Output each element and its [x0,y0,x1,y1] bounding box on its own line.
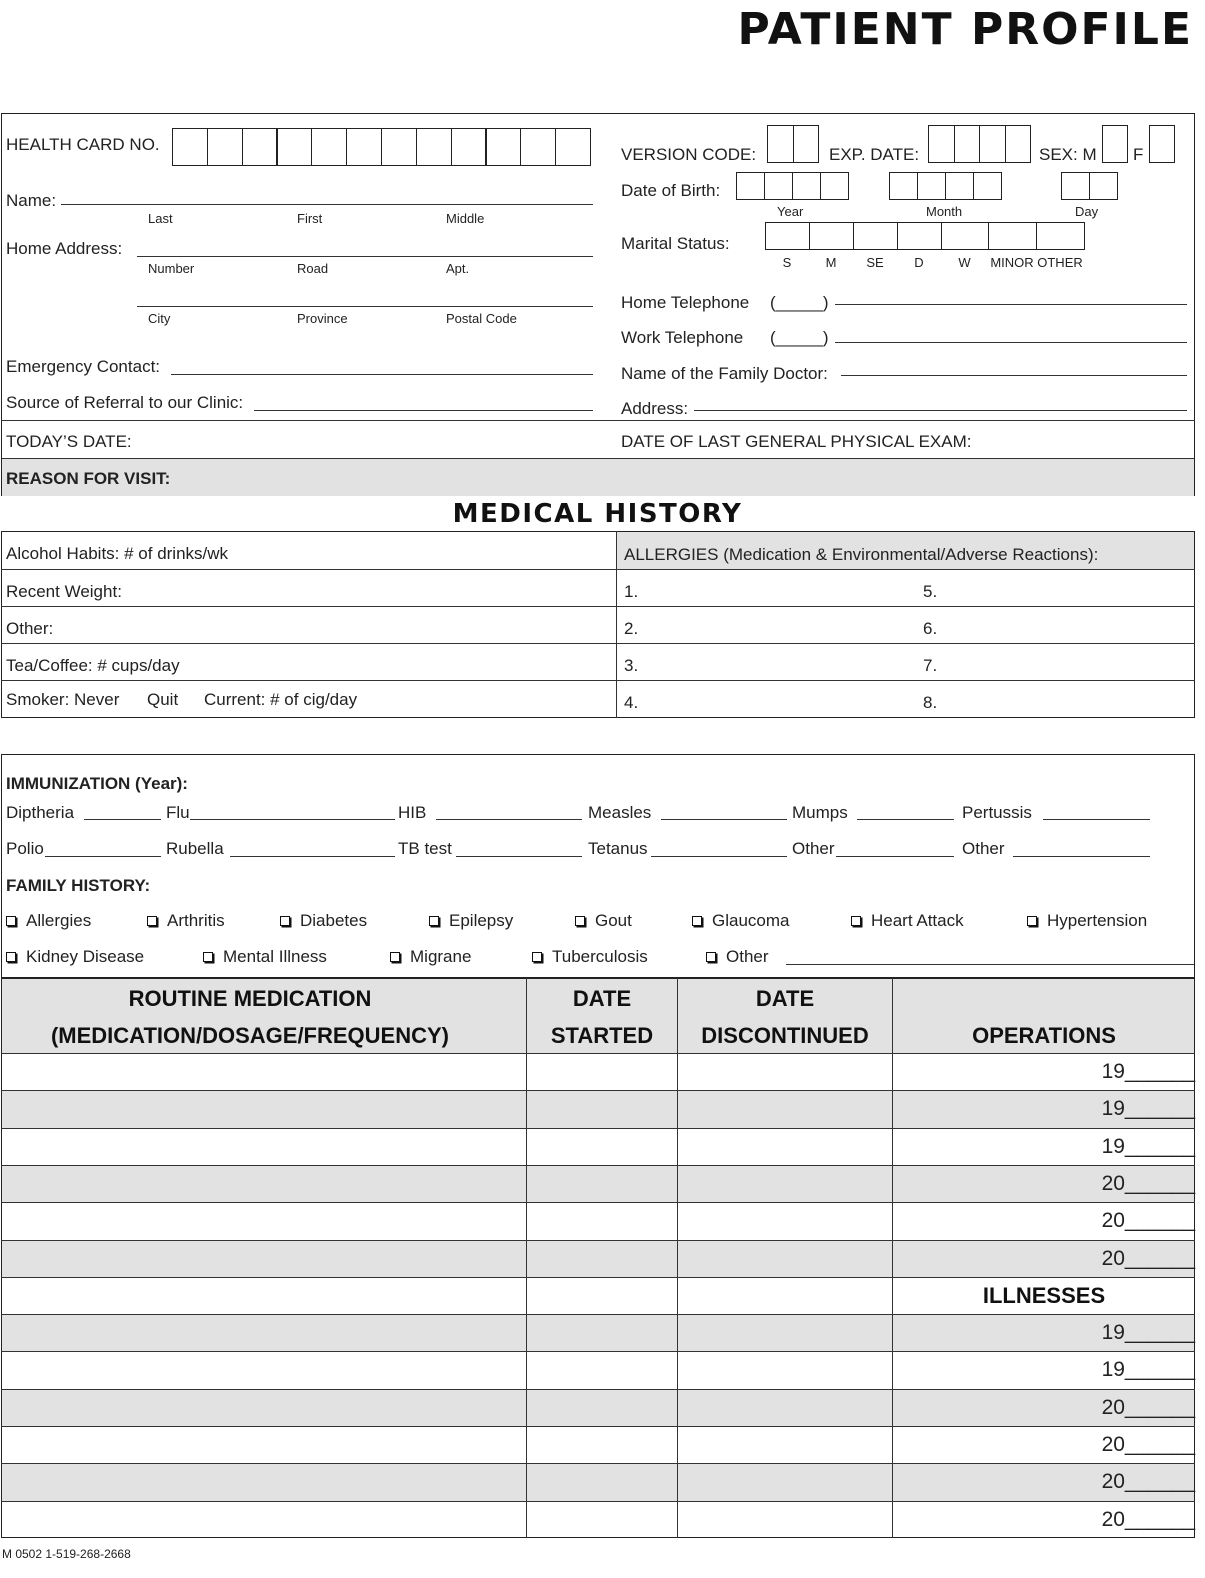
family-history-option[interactable] [851,911,964,931]
immunization-year-line[interactable] [857,819,954,820]
address-province-caption: Province [297,311,348,326]
medication-row-shading [2,1090,1194,1127]
family-history-label: Other [726,947,769,966]
habit-label[interactable]: Alcohol Habits: # of drinks/wk [6,544,229,563]
allergy-number[interactable]: 1. [624,582,639,601]
health-card-cell[interactable] [451,128,487,166]
immunization-label: Tetanus [588,839,648,858]
dob-year-cell[interactable] [764,172,793,200]
table-row[interactable] [1,1277,1195,1278]
row-divider [1,569,1195,570]
medication-row-shading [2,1240,1194,1277]
row-divider [1,643,1195,644]
health-card-cell[interactable] [172,128,208,166]
immunization-label: Flu [166,803,190,822]
work-phone-line[interactable] [835,342,1187,343]
table-row[interactable] [1,1426,1195,1427]
doctor-address-line[interactable] [694,410,1187,411]
health-card-cell[interactable] [242,128,278,166]
doctor-address-label: Address: [621,399,689,418]
family-history-option[interactable] [532,947,648,967]
family-history-label: Arthritis [167,911,225,930]
operations-header: OPERATIONS [972,1023,1116,1048]
dob-day-cell[interactable] [1061,172,1090,200]
marital-status-cell[interactable] [853,222,898,250]
home-phone-area: (_____) [770,293,829,312]
checkbox-icon[interactable] [390,952,400,962]
table-row[interactable] [1,1053,1195,1054]
family-history-option[interactable] [429,911,513,931]
checkbox-icon[interactable] [6,916,16,926]
todays-date-label: TODAY’S DATE: [6,432,132,451]
immunization-label: Diptheria [6,803,75,822]
table-row[interactable] [1,1240,1195,1241]
table-row[interactable] [1,1501,1195,1502]
medication-row-shading [2,1389,1194,1426]
marital-status-cell[interactable] [897,222,942,250]
dob-year-caption: Year [777,204,804,219]
form-footer: M 0502 1-519-268-2668 [2,1547,131,1561]
family-history-option[interactable] [6,911,91,931]
marital-option-label: SE [866,255,884,270]
habit-label[interactable]: Other: [6,619,54,638]
sex-f-label: F [1133,145,1144,164]
health-card-cell[interactable] [486,128,522,166]
date-started-header-2: STARTED [550,1023,654,1048]
operation-year[interactable]: 20______ [1101,1209,1195,1233]
family-history-option[interactable] [692,911,789,931]
home-address-line-2[interactable] [137,306,593,307]
referral-line[interactable] [254,410,593,411]
marital-status-cell[interactable] [809,222,854,250]
exp-date-label: EXP. DATE: [829,145,920,164]
family-other-line[interactable] [786,964,1194,965]
medication-row-shading [2,1165,1194,1202]
illnesses-header: ILLNESSES [982,1282,1106,1308]
dob-month-cell[interactable] [973,172,1002,200]
family-history-label: Mental Illness [223,947,327,966]
checkbox-icon[interactable] [532,952,542,962]
marital-status-cell[interactable] [1036,222,1085,250]
allergy-number[interactable]: 7. [923,656,938,675]
allergy-number[interactable]: 4. [624,693,639,712]
immunization-header: IMMUNIZATION (Year): [6,774,188,793]
routine-medication-subheader: (MEDICATION/DOSAGE/FREQUENCY) [50,1023,450,1048]
immunization-year-line[interactable] [190,819,395,820]
family-history-label: Diabetes [300,911,368,930]
date-discontinued-header-2: DISCONTINUED [701,1023,869,1048]
immunization-label: Rubella [166,839,224,858]
marital-status-field[interactable] [765,222,1084,250]
habit-label[interactable]: Tea/Coffee: # cups/day [6,656,180,675]
page-title: PATIENT PROFILE [737,4,1193,55]
family-history-option[interactable] [203,947,327,967]
table-row[interactable] [1,1165,1195,1166]
version-code-cell[interactable] [767,125,794,163]
checkbox-icon[interactable] [575,916,585,926]
emergency-contact-line[interactable] [171,374,593,375]
immunization-year-line[interactable] [651,856,787,857]
immunization-year-line[interactable] [456,856,582,857]
checkbox-icon[interactable] [706,952,716,962]
illness-year[interactable]: 20______ [1101,1507,1195,1531]
dob-day-cell[interactable] [1089,172,1118,200]
family-history-label: Migrane [410,947,472,966]
family-history-label: Hypertension [1047,911,1148,930]
checkbox-icon[interactable] [6,952,16,962]
row-divider [1,606,1195,607]
operation-year[interactable]: 19______ [1101,1097,1195,1121]
checkbox-icon[interactable] [147,916,157,926]
immunization-year-line[interactable] [661,819,787,820]
immunization-year-line[interactable] [1043,819,1150,820]
family-history-label: Kidney Disease [26,947,145,966]
marital-status-cell[interactable] [765,222,810,250]
illness-year[interactable]: 19______ [1101,1358,1195,1382]
name-first-caption: First [297,211,323,226]
name-last-caption: Last [148,211,173,226]
illness-year[interactable]: 19______ [1101,1321,1195,1345]
table-row[interactable] [1,1389,1195,1390]
allergy-number[interactable]: 5. [923,582,938,601]
dob-year-cell[interactable] [820,172,849,200]
table-row[interactable] [1,1202,1195,1203]
immunization-label: HIB [398,803,427,822]
table-row[interactable] [1,1128,1195,1129]
immunization-label: Pertussis [962,803,1032,822]
version-code-field[interactable] [767,125,818,163]
allergy-number[interactable]: 8. [923,693,938,712]
immunization-year-line[interactable] [836,856,954,857]
immunization-year-line[interactable] [230,856,395,857]
table-row[interactable] [1,1463,1195,1464]
name-input-line[interactable] [61,204,593,205]
dob-day-caption: Day [1075,204,1099,219]
exp-date-cell[interactable] [979,125,1006,163]
emergency-contact-label: Emergency Contact: [6,357,161,376]
immunization-year-line[interactable] [84,819,161,820]
family-history-option[interactable] [147,911,225,931]
immunization-year-line[interactable] [1013,856,1150,857]
dob-year-cell[interactable] [792,172,821,200]
work-phone-area: (_____) [770,328,829,347]
family-history-option[interactable] [1027,911,1147,931]
checkbox-icon[interactable] [851,916,861,926]
family-history-option[interactable] [6,947,144,967]
reason-for-visit-bar[interactable] [2,458,1194,496]
family-history-label: Epilepsy [449,911,514,930]
family-history-option[interactable] [280,911,367,931]
dob-month-cell[interactable] [945,172,974,200]
marital-status-cell[interactable] [988,222,1037,250]
dob-label: Date of Birth: [621,181,721,200]
medication-row-shading [2,1463,1194,1500]
table-row[interactable] [1,1351,1195,1352]
marital-status-cell[interactable] [941,222,989,250]
exp-date-cell[interactable] [1005,125,1032,163]
marital-option-label: W [958,255,971,270]
marital-option-label: OTHER [1037,255,1083,270]
dob-year-field[interactable] [736,172,848,200]
family-history-label: Tuberculosis [552,947,648,966]
table-row[interactable] [1,1314,1195,1315]
immunization-label: TB test [398,839,452,858]
exp-date-cell[interactable] [954,125,981,163]
marital-option-label: S [782,255,792,270]
immunization-year-line[interactable] [45,856,161,857]
date-started-header-1: DATE [572,986,632,1011]
sex-f-box[interactable] [1149,125,1175,163]
allergy-number[interactable]: 2. [624,619,639,638]
address-road-caption: Road [297,261,329,276]
marital-status-label: Marital Status: [621,234,730,253]
operation-year[interactable]: 19______ [1101,1060,1195,1083]
family-history-label: Heart Attack [871,911,964,930]
family-history-label: Gout [595,911,632,930]
operation-year[interactable]: 20______ [1101,1246,1195,1270]
dob-month-cell[interactable] [889,172,918,200]
row-divider [1,680,1195,681]
illness-year[interactable]: 20______ [1101,1433,1195,1456]
smoker-never-label[interactable]: Smoker: Never [6,690,120,709]
immunization-label: Other [962,839,1005,858]
illness-year[interactable]: 20______ [1101,1395,1195,1419]
allergy-number[interactable]: 3. [624,656,639,675]
table-row[interactable] [1,1090,1195,1091]
sex-label: SEX: M [1039,145,1097,164]
name-label: Name: [6,191,57,210]
marital-option-label: D [914,255,924,270]
family-history-option[interactable] [390,947,471,967]
family-history-label: Glaucoma [712,911,790,930]
home-address-line-1[interactable] [137,256,593,257]
sex-m-box[interactable] [1102,125,1128,163]
medical-history-title: MEDICAL HISTORY [452,499,743,529]
health-card-cell[interactable] [346,128,382,166]
allergy-number[interactable]: 6. [923,619,938,638]
immunization-label: Other [792,839,835,858]
health-card-cell[interactable] [381,128,417,166]
health-card-cell[interactable] [311,128,347,166]
family-history-option[interactable] [575,911,632,931]
address-postal-caption: Postal Code [446,311,517,326]
last-exam-label: DATE OF LAST GENERAL PHYSICAL EXAM: [621,432,972,451]
marital-option-label: MINOR [990,255,1034,270]
health-card-cell[interactable] [277,128,313,166]
address-apt-caption: Apt. [446,261,470,276]
health-card-cell[interactable] [207,128,243,166]
dob-year-cell[interactable] [736,172,765,200]
dob-month-caption: Month [926,204,963,219]
version-code-cell[interactable] [793,125,820,163]
smoker-quit-label[interactable]: Quit [147,690,179,709]
reason-for-visit-label: REASON FOR VISIT: [6,469,171,488]
immunization-label: Polio [6,839,44,858]
immunization-label: Mumps [792,803,848,822]
checkbox-icon[interactable] [280,916,290,926]
home-address-label: Home Address: [6,239,123,258]
habit-label[interactable]: Recent Weight: [6,582,122,601]
dob-month-cell[interactable] [917,172,946,200]
home-phone-label: Home Telephone [621,293,750,312]
routine-medication-header: ROUTINE MEDICATION [128,986,372,1011]
dob-month-field[interactable] [889,172,1001,200]
health-card-number-field[interactable] [172,128,590,166]
health-card-label: HEALTH CARD NO. [6,135,160,154]
version-code-label: VERSION CODE: [621,145,757,164]
illness-year[interactable]: 20______ [1101,1470,1195,1494]
family-doctor-label: Name of the Family Doctor: [621,364,828,383]
name-middle-caption: Middle [446,211,485,226]
health-card-cell[interactable] [416,128,452,166]
checkbox-icon[interactable] [203,952,213,962]
marital-option-label: M [825,255,837,270]
health-card-cell[interactable] [520,128,556,166]
family-doctor-line[interactable] [841,375,1187,376]
family-history-label: Allergies [26,911,92,930]
allergies-header: ALLERGIES (Medication & Environmental/Adverse Reactions): [624,545,1099,564]
immunization-year-line[interactable] [436,819,582,820]
health-card-cell[interactable] [555,128,591,166]
operation-year[interactable]: 20______ [1101,1171,1195,1195]
family-history-option[interactable] [706,947,769,967]
smoker-current-label[interactable]: Current: # of cig/day [204,690,358,709]
checkbox-icon[interactable] [1027,916,1037,926]
operation-year[interactable]: 19______ [1101,1134,1195,1158]
work-phone-label: Work Telephone [621,328,744,347]
address-number-caption: Number [148,261,195,276]
home-phone-line[interactable] [835,304,1187,305]
family-history-header: FAMILY HISTORY: [6,876,151,895]
checkbox-icon[interactable] [429,916,439,926]
dob-day-field[interactable] [1061,172,1117,200]
immunization-label: Measles [588,803,652,822]
checkbox-icon[interactable] [692,916,702,926]
exp-date-cell[interactable] [928,125,955,163]
exp-date-field[interactable] [928,125,1030,163]
medication-row-shading [2,1314,1194,1351]
address-city-caption: City [148,311,171,326]
date-discontinued-header-1: DATE [755,986,815,1011]
referral-label: Source of Referral to our Clinic: [6,393,244,412]
